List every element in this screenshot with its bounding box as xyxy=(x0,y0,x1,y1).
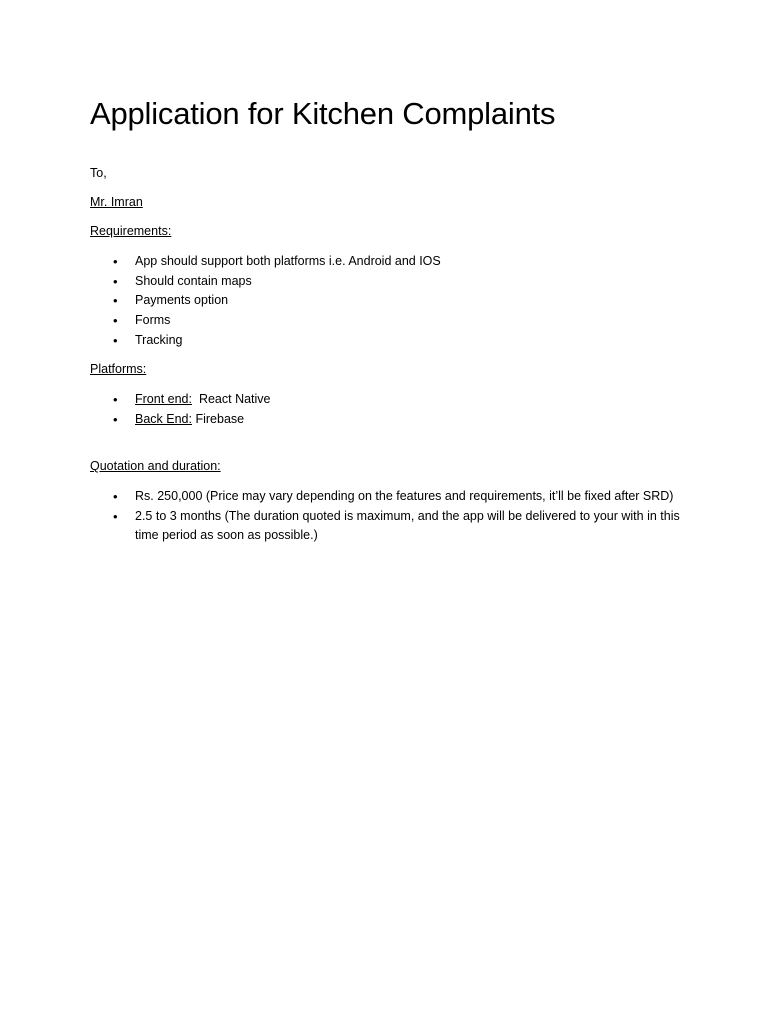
platforms-list xyxy=(0,390,271,429)
bullet-icon: • xyxy=(113,489,118,504)
list-item xyxy=(0,252,441,272)
bullet-icon: • xyxy=(113,313,118,329)
list-item xyxy=(0,410,271,430)
requirement-text: App should support both platforms i.e. Android and IOS xyxy=(135,254,441,268)
bullet-icon: • xyxy=(113,254,118,269)
bullet-icon: • xyxy=(113,508,118,524)
bullet-icon: • xyxy=(113,293,118,309)
platforms-heading: Platforms: xyxy=(90,362,147,376)
quotation-list xyxy=(0,487,683,546)
list-item xyxy=(0,331,441,351)
bullet-icon: • xyxy=(113,332,118,348)
platform-label: Front end: xyxy=(135,392,192,406)
list-item xyxy=(0,507,683,546)
requirement-text: Forms xyxy=(135,313,171,328)
salutation: To, xyxy=(90,166,107,180)
list-item xyxy=(0,487,683,507)
list-item xyxy=(0,311,441,331)
requirements-list xyxy=(0,252,441,350)
requirements-heading: Requirements: xyxy=(90,224,172,238)
document-title: Application for Kitchen Complaints xyxy=(90,96,556,131)
requirement-text: Tracking xyxy=(135,332,183,347)
platform-label: Back End: xyxy=(135,411,192,426)
bullet-icon: • xyxy=(113,392,118,407)
list-item xyxy=(0,390,271,410)
quotation-text: Rs. 250,000 (Price may vary depending on the features and requirements, it’ll be fixed after SRD) xyxy=(135,489,674,503)
requirement-text: Payments option xyxy=(135,293,229,308)
platform-value: Firebase xyxy=(195,411,245,426)
recipient-name: Mr. Imran xyxy=(90,195,143,209)
bullet-icon: • xyxy=(113,411,118,427)
quotation-heading: Quotation and duration: xyxy=(90,459,221,473)
list-item xyxy=(0,272,441,292)
platform-value: React Native xyxy=(198,392,271,406)
quotation-text: 2.5 to 3 months (The duration quoted is maximum, and the app will be delivered to your with in this time period as soon as possible.) xyxy=(135,508,680,543)
list-item xyxy=(0,291,441,311)
requirement-text: Should contain maps xyxy=(135,273,252,288)
bullet-icon: • xyxy=(113,273,118,289)
